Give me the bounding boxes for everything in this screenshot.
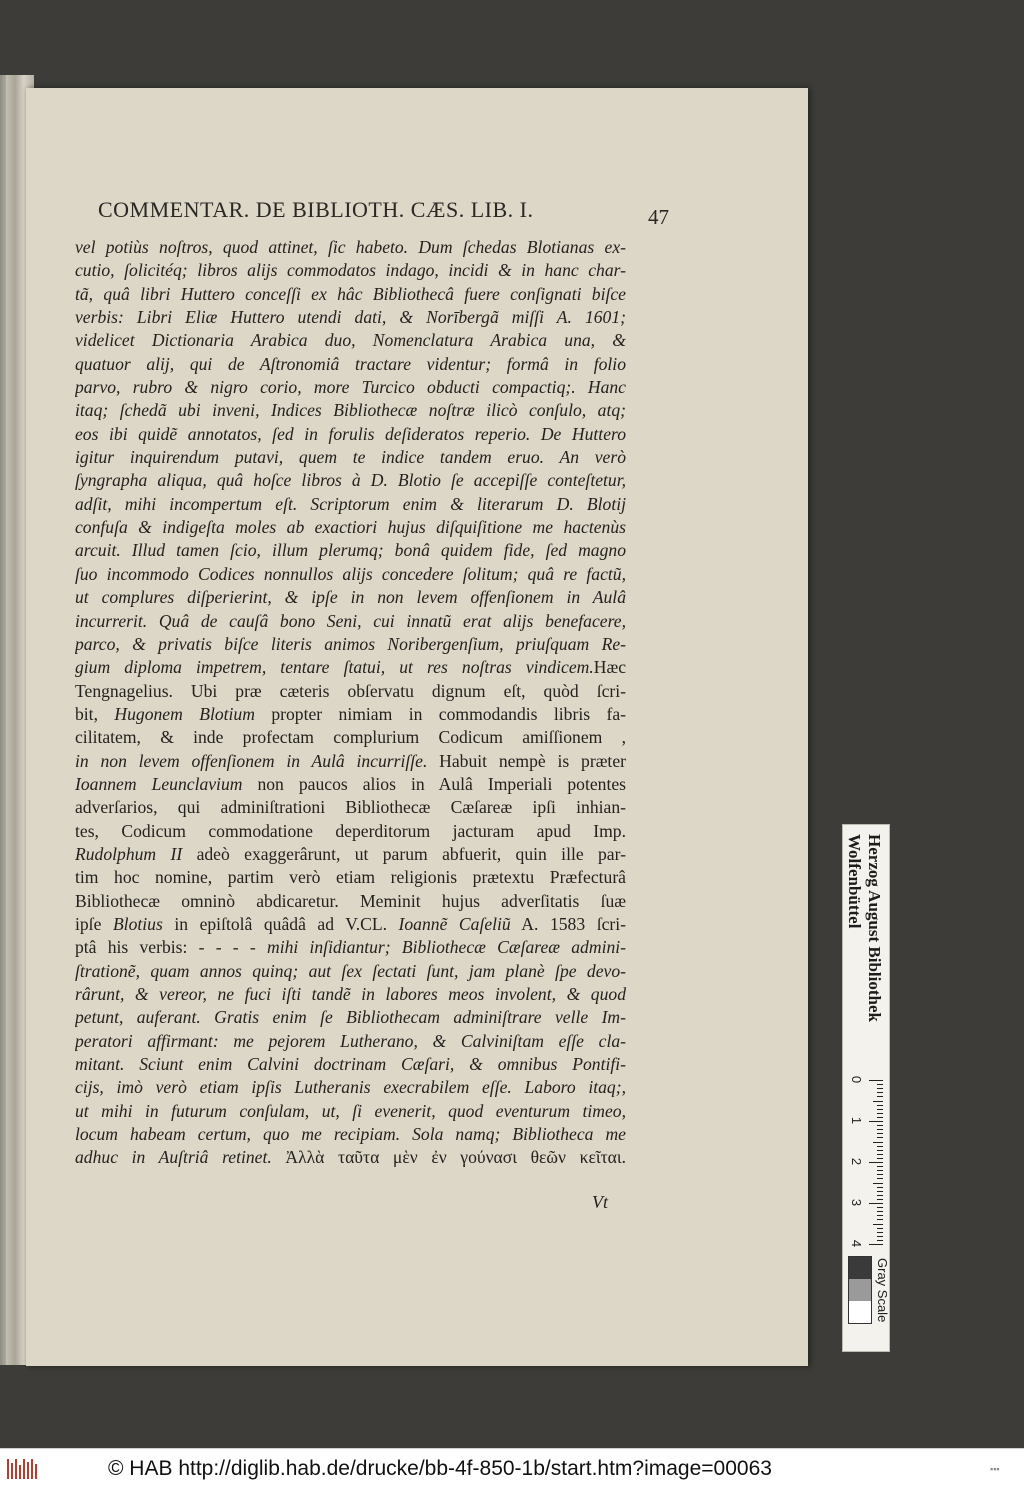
ruler-tick xyxy=(877,1215,883,1216)
text-line xyxy=(75,1146,626,1169)
text-line xyxy=(75,703,626,726)
text-line xyxy=(75,539,626,562)
text-line xyxy=(75,423,626,446)
text-run: peratori affirmant: me pejorem Lutherano, & Calviniſtam eſſe cla- xyxy=(75,1030,626,1051)
ruler-tick xyxy=(877,1133,883,1134)
text-line xyxy=(75,633,626,656)
ruler-tick xyxy=(869,1162,883,1163)
ruler-tick xyxy=(877,1158,883,1159)
ruler-tick xyxy=(869,1244,883,1245)
ruler-tick xyxy=(869,1121,883,1122)
text-line xyxy=(75,376,626,399)
text-line xyxy=(75,680,626,703)
ruler-tick xyxy=(873,1183,883,1184)
text-line xyxy=(75,353,626,376)
ruler-tick xyxy=(877,1113,883,1114)
text-line xyxy=(75,1123,626,1146)
ruler-tick xyxy=(877,1191,883,1192)
ruler-tick xyxy=(877,1092,883,1093)
text-run: incurrerit. Quâ de cauſâ bono Seni, cui innatũ erat alijs benefacere, xyxy=(75,610,626,631)
text-run: vel potiùs noſtros, quod attinet, ſic habeto. Dum ſchedas Blotianas ex- xyxy=(75,237,626,257)
text-line xyxy=(75,656,626,679)
ruler-tick xyxy=(877,1187,883,1188)
text-line xyxy=(75,236,626,259)
text-line xyxy=(75,493,626,516)
text-line xyxy=(75,329,626,352)
text-line xyxy=(75,773,626,796)
text-line xyxy=(75,586,626,609)
text-line xyxy=(75,563,626,586)
ruler-tick xyxy=(873,1101,883,1102)
text-line xyxy=(75,1076,626,1099)
catchword: Vt xyxy=(592,1192,608,1212)
ruler-tick xyxy=(877,1166,883,1167)
ruler-tick xyxy=(873,1224,883,1225)
ruler-tick xyxy=(869,1203,883,1204)
ruler-institution-city: Wolfenbüttel xyxy=(845,834,864,929)
text-run: tes, Codicum commodatione deperditorum jacturam apud Imp. xyxy=(75,820,626,841)
ruler-tick xyxy=(877,1096,883,1097)
ruler-number: 2 xyxy=(849,1157,865,1166)
ruler-tick xyxy=(877,1195,883,1196)
text-run: igitur inquirendum putavi, quem te indice tandem eruo. An verò xyxy=(75,447,626,468)
text-line xyxy=(75,750,626,773)
text-run: Habuit nempè is præter xyxy=(427,750,626,771)
ruler-tick xyxy=(877,1174,883,1175)
text-run: gium diploma impetrem, tentare ſtatui, ut res noſtras vindicem. xyxy=(75,657,594,678)
ruler-tick xyxy=(877,1232,883,1233)
text-run: quatuor alij, qui de Aſtronomiâ tractare videntur; formâ in folio xyxy=(75,353,626,374)
text-run: Ioannem Leunclavium xyxy=(75,773,243,794)
text-run: videlicet Dictionaria Arabica duo, Nomenclatura Arabica una, & xyxy=(75,330,626,351)
text-run: Ioannẽ Caſeliũ xyxy=(398,913,511,934)
ruler-tick xyxy=(877,1219,883,1220)
text-run: cijs, imò verò etiam ipſis Lutheranis execrabilem eſſe. Laboro itaq;, xyxy=(75,1077,626,1098)
text-line xyxy=(75,726,626,749)
ruler-tick xyxy=(869,1080,883,1081)
ruler-tick xyxy=(877,1228,883,1229)
ruler-tick xyxy=(877,1146,883,1147)
gray-scale-swatches xyxy=(848,1256,872,1324)
gray-swatch xyxy=(849,1301,871,1323)
ruler-number: 4 xyxy=(849,1239,865,1248)
text-run: arcuit. Illud tamen ſcio, illum plerumq; bonâ quidem fide, ſed magno xyxy=(75,540,626,561)
ruler-tick xyxy=(877,1109,883,1110)
ruler-tick xyxy=(877,1199,883,1200)
text-run: locum habeam certum, quo me recipiam. Sola namq; Bibliotheca me xyxy=(75,1124,626,1145)
text-line xyxy=(75,283,626,306)
text-run: cilitatem, & inde profectam complurium Codicum amiſſionem , xyxy=(75,727,626,748)
text-line xyxy=(75,983,626,1006)
ruler-tick xyxy=(877,1211,883,1212)
page-number: 47 xyxy=(648,205,669,229)
text-run: Hæc xyxy=(593,657,626,678)
ruler-tick xyxy=(877,1137,883,1138)
text-line xyxy=(75,960,626,983)
ruler-tick xyxy=(877,1207,883,1208)
text-run: in non levem offenſionem in Aulâ incurriſſe. xyxy=(75,750,428,771)
text-line xyxy=(75,796,626,819)
text-line xyxy=(75,1030,626,1053)
text-run: itaq; ſchedã ubi inveni, Indices Bibliothecæ noſtræ ilicò conſulo, atq; xyxy=(75,400,626,421)
text-run: adhuc in Auſtriâ retinet. xyxy=(75,1147,286,1168)
text-line xyxy=(75,1053,626,1076)
text-line xyxy=(75,820,626,843)
text-run: tim hoc nomine, partim verò etiam religionis prætextu Præfecturâ xyxy=(75,867,626,888)
text-run: ipſe xyxy=(75,913,113,934)
ruler-number: 1 xyxy=(849,1116,865,1125)
ruler-tick xyxy=(877,1240,883,1241)
text-run: Ἀλλὰ ταῦτα μὲν ἐν γούνασι θεῶν κεῖται. xyxy=(285,1147,626,1168)
text-line xyxy=(75,399,626,422)
text-run: propter nimiam in commodandis libris fa- xyxy=(254,703,626,724)
text-line xyxy=(75,469,626,492)
text-run: A. 1583 ſcri- xyxy=(510,913,626,934)
ruler-tick xyxy=(877,1178,883,1179)
footer-mark: ▪▪▪ xyxy=(990,1464,1000,1474)
text-line xyxy=(75,936,626,959)
text-run: mihi inſidiantur; Bibliothecæ Cæſareæ admini- xyxy=(266,937,626,958)
text-run: adeò exaggerârunt, ut parum abfuerit, quin ille par- xyxy=(182,843,626,864)
text-run: parco, & privatis biſce literis animos Noribergenſium, priuſquam Re- xyxy=(75,633,626,654)
ruler-tick xyxy=(877,1105,883,1106)
text-run: verbis: Libri Eliæ Huttero utendi dati, & Norībergã miſſi A. 1601; xyxy=(75,307,626,328)
text-run: Hugonem Blotium xyxy=(114,703,255,724)
gray-scale-label: Gray Scale xyxy=(875,1258,890,1323)
text-line xyxy=(75,306,626,329)
text-run: Rudolphum II xyxy=(75,843,183,864)
text-line xyxy=(75,1100,626,1123)
text-run: in epiſtolâ quâdâ ad V.CL. xyxy=(162,913,399,934)
ruler-tick xyxy=(877,1154,883,1155)
text-run: confuſa & indigeſta moles ab exactiori hujus diſquiſitione me hactenùs xyxy=(75,517,626,538)
text-run: adſit, mihi incompertum eſt. Scriptorum enim & literarum D. Blotij xyxy=(75,493,626,514)
ruler-tick xyxy=(877,1150,883,1151)
text-run: ut mihi in futurum conſulam, ut, ſi evenerit, quod eventurum timeo, xyxy=(75,1100,626,1121)
text-run: ſyngrapha aliqua, quâ hoſce libros à D. Blotio ſe accepiſſe conteſtetur, xyxy=(75,470,626,491)
text-line xyxy=(75,610,626,633)
text-run: ſuo incommodo Codices nonnullos alijs concedere ſolitum; quâ re factũ, xyxy=(75,563,626,584)
text-line xyxy=(75,1006,626,1029)
running-header: COMMENTAR. DE BIBLIOTH. CÆS. LIB. I. xyxy=(98,197,534,222)
text-line xyxy=(75,890,626,913)
text-run: tã, quâ libri Huttero conceſſi ex hâc Bibliothecâ fuere conſignati biſce xyxy=(75,283,626,304)
text-run: petunt, auferant. Gratis enim ſe Bibliothecam adminiſtrare velle Im- xyxy=(75,1007,626,1028)
text-line xyxy=(75,259,626,282)
hab-logo-icon xyxy=(6,1457,40,1481)
ruler-scale xyxy=(849,1075,883,1250)
ruler-tick xyxy=(873,1142,883,1143)
text-run: non paucos alios in Aulâ Imperiali potentes xyxy=(242,773,626,794)
text-run: Tengnagelius. Ubi præ cæteris obſervatu dignum eſt, quòd ſcri- xyxy=(75,680,626,701)
footer-bar xyxy=(0,1448,1024,1489)
ruler-number: 0 xyxy=(849,1075,865,1084)
ruler-tick xyxy=(877,1088,883,1089)
text-line xyxy=(75,843,626,866)
text-run: parvo, rubro & nigro corio, more Turcico obducti compactiq;. Hanc xyxy=(75,377,626,398)
text-line xyxy=(75,516,626,539)
ruler-institution-name: Herzog August Bibliothek xyxy=(865,834,884,1022)
ruler-number: 3 xyxy=(849,1198,865,1207)
text-run: Blotius xyxy=(112,913,163,934)
gray-swatch xyxy=(849,1257,871,1279)
text-run: ut complures diſperierint, & ipſe in non levem offenſionem in Aulâ xyxy=(75,587,626,608)
body-text xyxy=(75,236,626,1170)
text-line xyxy=(75,866,626,889)
text-run: eos ibi quidẽ annotatos, ſed in forulis deſideratos reperio. De Huttero xyxy=(75,423,626,444)
ruler-tick xyxy=(877,1084,883,1085)
ruler-tick xyxy=(877,1117,883,1118)
text-run: cutio, ſolicitéq; libros alijs commodatos indago, incidi & in hanc char- xyxy=(75,260,626,281)
ruler-tick xyxy=(877,1170,883,1171)
text-line xyxy=(75,913,626,936)
text-run: Bibliothecæ omninò abdicaretur. Meminit hujus adverſitatis ſuæ xyxy=(75,890,626,911)
ruler-tick xyxy=(877,1129,883,1130)
ruler-tick xyxy=(877,1236,883,1237)
text-run: ptâ his verbis: - - - - xyxy=(75,937,267,958)
text-run: bit, xyxy=(75,703,115,724)
copyright-url: © HAB http://diglib.hab.de/drucke/bb-4f-850-1b/start.htm?image=00063 xyxy=(108,1457,772,1480)
text-run: mitant. Sciunt enim Calvini doctrinam Cæſari, & omnibus Pontifi- xyxy=(75,1054,626,1075)
ruler-tick xyxy=(877,1125,883,1126)
text-run: adverſarios, qui adminiſtrationi Bibliothecæ Cæſareæ ipſi inhian- xyxy=(75,797,626,818)
text-line xyxy=(75,446,626,469)
gray-swatch xyxy=(849,1279,871,1301)
text-run: rârunt, & vereor, ne fuci iſti tandẽ in labores meos involent, & quod xyxy=(75,984,626,1004)
text-run: ſtrationẽ, quam annos quinq; aut ſex ſectati ſunt, jam planè ſpe devo- xyxy=(75,960,626,981)
